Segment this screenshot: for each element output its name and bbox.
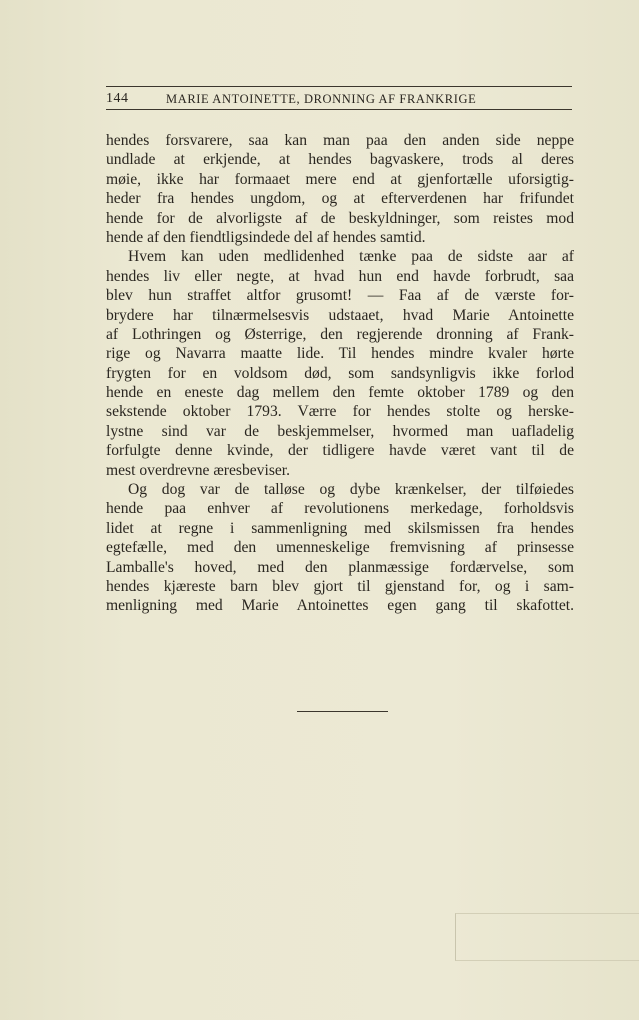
text-line: rige og Navarra maatte lide. Til hendes mindre kvaler hørte xyxy=(106,345,574,363)
text-line: frygten for en voldsom død, som sandsynligvis ikke forlod xyxy=(106,364,574,382)
text-line: Hvem kan uden medlidenhed tænke paa de sidste aar af xyxy=(128,248,574,266)
text-line: hende for de alvorligste af de beskyldninger, som reistes mod xyxy=(106,209,574,227)
text-line: hende paa enhver af revolutionens merkedage, forholdsvis xyxy=(106,500,574,518)
text-line: hende af den fiendtligsindede del af hendes samtid. xyxy=(106,228,426,246)
text-line: egtefælle, med den umenneskelige fremvisning af prinsesse xyxy=(106,539,574,557)
text-line: Og dog var de talløse og dybe krænkelser, der tilføiedes xyxy=(128,481,574,499)
text-line: Lamballe's hoved, med den planmæssige fordærvelse, som xyxy=(106,558,574,576)
text-line: af Lothringen og Østerrige, den regjerende dronning af Frank- xyxy=(106,325,574,343)
text-line: brydere har tilnærmelsesvis udstaaet, hvad Marie Antoinette xyxy=(106,306,574,324)
running-title: MARIE ANTOINETTE, DRONNING AF FRANKRIGE xyxy=(166,92,477,106)
text-line: blev hun straffet altfor grusomt! — Faa af de værste for- xyxy=(106,287,574,305)
paper-mark xyxy=(455,913,639,961)
end-rule xyxy=(297,711,388,712)
text-line: møie, ikke har formaaet mere end at gjenfortælle uforsigtig- xyxy=(106,170,574,188)
text-line: hendes forsvarere, saa kan man paa den anden side neppe xyxy=(106,132,574,149)
text-line: undlade at erkjende, at hendes bagvaskere, trods al deres xyxy=(106,151,574,169)
text-line: hendes liv eller negte, at hvad hun end havde forbrudt, saa xyxy=(106,267,574,285)
text-line: mest overdrevne æresbeviser. xyxy=(106,461,291,479)
text-line: menligning med Marie Antoinettes egen gang til skafottet. xyxy=(106,597,574,615)
text-line: heder fra hendes ungdom, og at efterverdenen har frifundet xyxy=(106,190,574,208)
text-line: hende en eneste dag mellem den femte oktober 1789 og den xyxy=(106,384,574,402)
running-header xyxy=(106,86,572,110)
text-line: lidet at regne i sammenligning med skilsmissen fra hendes xyxy=(106,519,574,537)
text-line: hendes kjæreste barn blev gjort til gjenstand for, og i sam- xyxy=(106,577,574,595)
body-text xyxy=(106,131,574,616)
text-line: lystne sind var de beskjemmelser, hvormed man uafladelig xyxy=(106,422,574,440)
page-number: 144 xyxy=(106,91,129,106)
text-line: forfulgte denne kvinde, der tidligere havde været vant til de xyxy=(106,442,574,460)
text-line: sekstende oktober 1793. Værre for hendes stolte og herske- xyxy=(106,403,574,421)
